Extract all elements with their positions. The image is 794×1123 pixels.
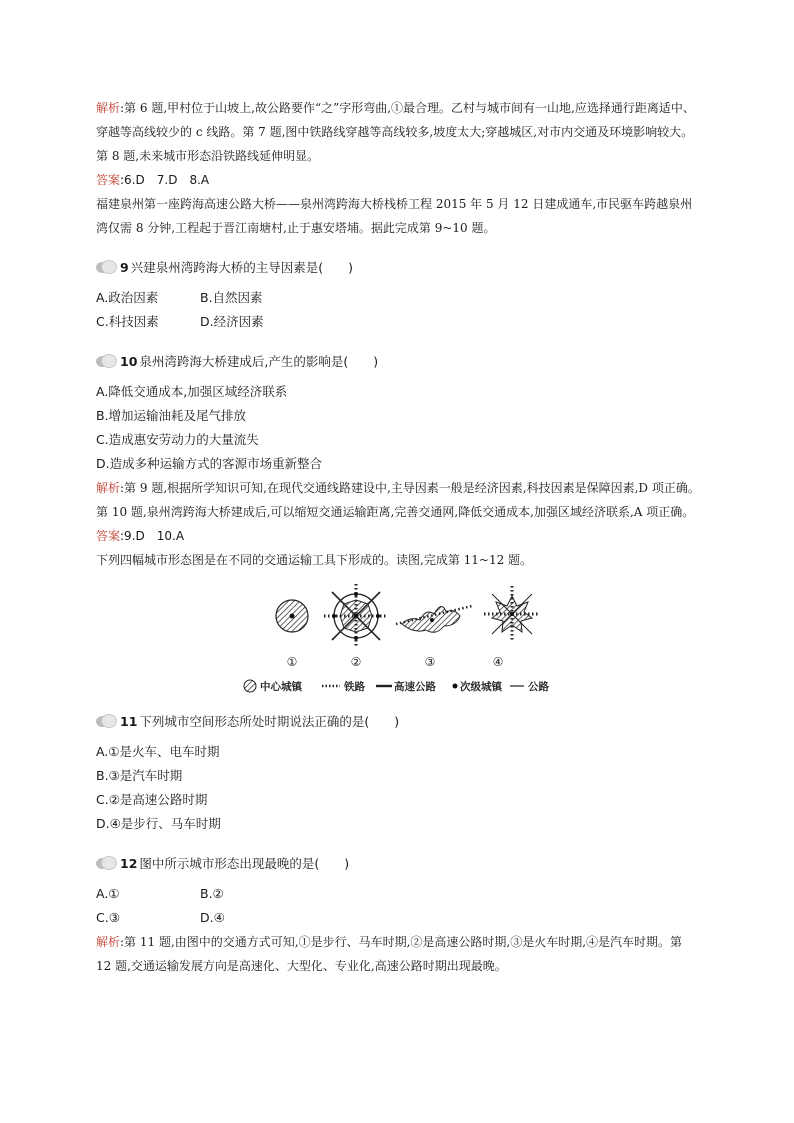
option-9a[interactable]: A.政治因素	[96, 290, 159, 305]
diagram-2	[324, 584, 388, 648]
option-10d[interactable]: D.造成多种运输方式的客源市场重新整合	[96, 456, 323, 471]
option-11a[interactable]: A.①是火车、电车时期	[96, 744, 220, 759]
question-bubble-icon	[96, 714, 116, 728]
question-bubble-icon	[96, 856, 116, 870]
analysis-6-8: 解析:第 6 题,甲村位于山坡上,故公路要作“之”字形弯曲,①最合理。乙村与城市间有一山地,应选择通行距离适中、穿越等高线较少的 c 线路。第 7 题,图中铁路线穿越等高线较多,坡度太大;穿越城区,对市内交通及环境影响较大。第 8 题,未来城市形态沿铁路线延伸明显。	[96, 101, 695, 163]
option-9d[interactable]: D.经济因素	[200, 314, 264, 329]
analysis-label: 解析	[96, 935, 121, 949]
legend-center-town: 中心城镇	[260, 681, 302, 693]
figure-number-2: ②	[350, 655, 362, 669]
option-11b[interactable]: B.③是汽车时期	[96, 768, 183, 783]
intro-11-12: 下列四幅城市形态图是在不同的交通运输工具下形成的。读图,完成第 11~12 题。	[96, 553, 533, 567]
intro-9-10: 福建泉州第一座跨海高速公路大桥——泉州湾跨海大桥栈桥工程 2015 年 5 月 12 日建成通车,市民驱车跨越泉州湾仅需 8 分钟,工程起于晋江南塘村,止于惠安塔埔。据此完成第 9~10 题。	[96, 197, 693, 235]
page-content	[96, 96, 700, 978]
legend-secondary-town: 次级城镇	[460, 681, 502, 693]
option-11c[interactable]: C.②是高速公路时期	[96, 792, 208, 807]
diagram-3	[396, 606, 472, 632]
figure-legend	[96, 678, 700, 694]
answer-6-8: 答案:6.D 7.D 8.A	[96, 173, 210, 187]
answer-label: 答案	[96, 173, 121, 187]
option-11d[interactable]: D.④是步行、马车时期	[96, 816, 221, 831]
option-12c[interactable]: C.③	[96, 910, 120, 925]
legend-highway: 公路	[528, 681, 549, 693]
analysis-9-10: 解析:第 9 题,根据所学知识可知,在现代交通线路建设中,主导因素一般是经济因素,科技因素是保障因素,D 项正确。第 10 题,泉州湾跨海大桥建成后,可以缩短交通运输距离,完善交通网,降低交通成本,加强区域经济联系,A 项正确。	[96, 481, 700, 519]
question-9: 9 兴建泉州湾跨海大桥的主导因素是( )	[96, 254, 700, 280]
question-11: 11 下列城市空间形态所处时期说法正确的是( )	[96, 708, 700, 734]
answer-9-10: 答案:9.D 10.A	[96, 529, 185, 543]
question-12: 12 图中所示城市形态出现最晚的是( )	[96, 850, 700, 876]
question-10: 10 泉州湾跨海大桥建成后,产生的影响是( )	[96, 348, 700, 374]
option-12b[interactable]: B.②	[200, 886, 224, 901]
option-12d[interactable]: D.④	[200, 910, 225, 925]
option-10c[interactable]: C.造成惠安劳动力的大量流失	[96, 432, 259, 447]
question-bubble-icon	[96, 354, 116, 368]
diagram-1	[276, 600, 308, 632]
city-form-figure	[96, 578, 700, 678]
diagram-4	[484, 586, 540, 642]
figure-number-3: ③	[424, 655, 436, 669]
legend-expressway: 高速公路	[394, 681, 436, 693]
analysis-11-12: 解析:第 11 题,由图中的交通方式可知,①是步行、马车时期,②是高速公路时期,③是火车时期,④是汽车时期。第 12 题,交通运输发展方向是高速化、大型化、专业化,高速公路时期出现最晚。	[96, 935, 683, 973]
figure-number-1: ①	[286, 655, 298, 669]
option-9b[interactable]: B.自然因素	[200, 290, 263, 305]
option-10a[interactable]: A.降低交通成本,加强区域经济联系	[96, 384, 288, 399]
option-12a[interactable]: A.①	[96, 886, 120, 901]
analysis-label: 解析	[96, 101, 121, 115]
analysis-label: 解析	[96, 481, 121, 495]
question-bubble-icon	[96, 260, 116, 274]
answer-label: 答案	[96, 529, 121, 543]
figure-number-4: ④	[492, 655, 504, 669]
legend-railway: 铁路	[344, 681, 365, 693]
option-9c[interactable]: C.科技因素	[96, 314, 159, 329]
option-10b[interactable]: B.增加运输油耗及尾气排放	[96, 408, 247, 423]
